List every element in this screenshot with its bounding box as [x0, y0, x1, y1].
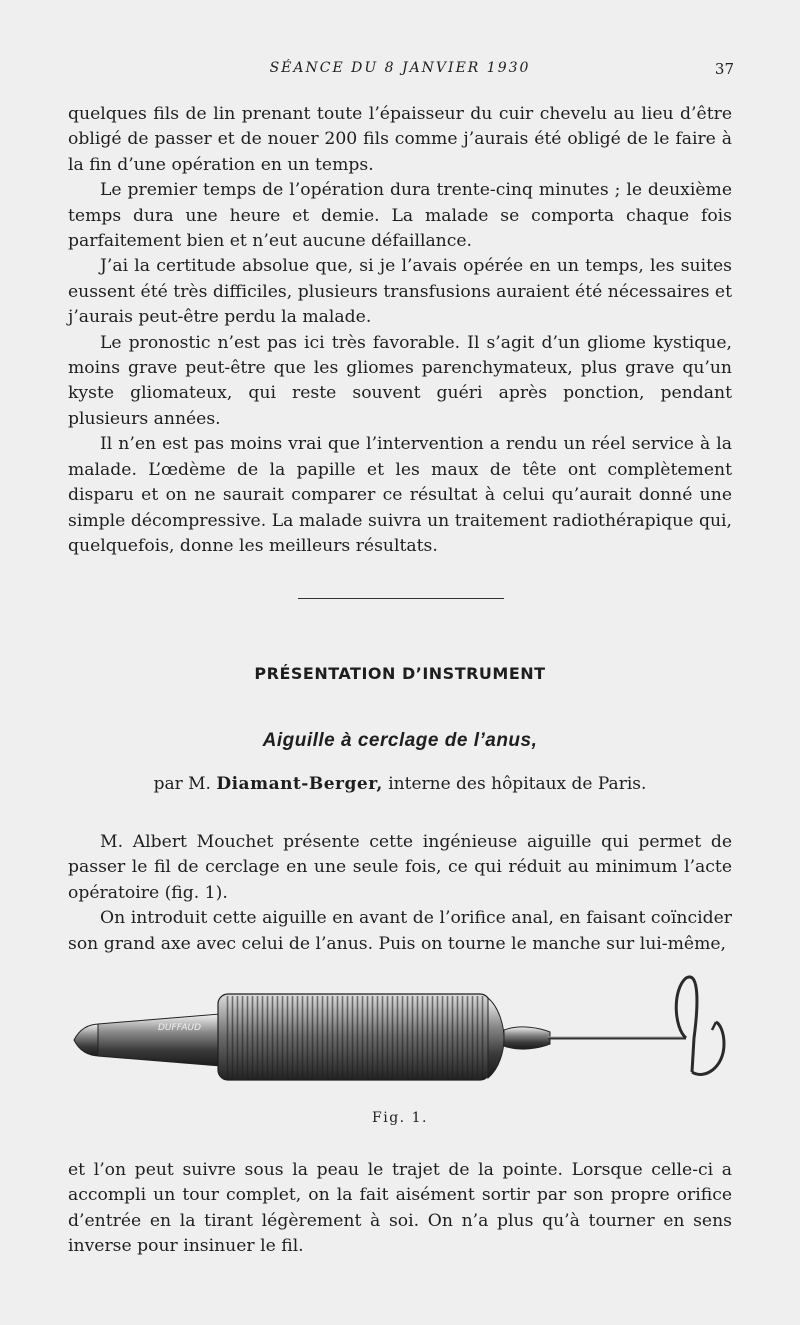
text-block-top: [68, 102, 732, 559]
byline-author: Diamant-Berger,: [216, 774, 383, 794]
paragraph: On introduit cette aiguille en avant de l’orifice anal, en faisant coïncider son grand axe avec celui de l’anus. Puis on tourne le manche sur lui-même,: [68, 908, 732, 954]
paragraph: et l’on peut suivre sous la peau le trajet de la pointe. Lorsque celle-ci a accompli un tour complet, on la fait aisément sortir par son propre orifice d’entrée en la tirant légèrement à soi. On n’a plus qu’à tourner en sens inverse pour insinuer le fil.: [68, 1160, 732, 1257]
paragraph: quelques fils de lin prenant toute l’épaisseur du cuir chevelu au lieu d’être obligé de passer et de nouer 200 fils comme j’aurais été obligé de le faire à la fin d’une opération en un temps.: [68, 104, 732, 175]
paragraph: M. Albert Mouchet présente cette ingénieuse aiguille qui permet de passer le fil de cerclage en une seule fois, ce qui réduit au minimum l’acte opératoire (fig. 1).: [68, 832, 732, 903]
running-head: [0, 60, 800, 82]
text-block-bottom: [68, 1158, 732, 1260]
paragraph: Il n’en est pas moins vrai que l’intervention a rendu un réel service à la malade. L’œdème de la papille et les maux de tête ont complètement disparu et on ne saurait comparer ce résultat à celui qu’aurait donné une simple décompressive. La malade suivra un traitement radiothérapique qui, quelquefois, donne les meilleurs résultats.: [68, 434, 732, 556]
paragraph: Le pronostic n’est pas ici très favorable. Il s’agit d’un gliome kystique, moins grave peut-être que les gliomes parenchymateux, plus grave qu’un kyste gliomateux, qui reste souvent guéri après ponction, pendant plusieurs années.: [68, 332, 732, 429]
byline: [0, 774, 800, 794]
figure-needle: [60, 968, 740, 1114]
needle-illustration: [60, 968, 740, 1114]
text-block-middle: [68, 830, 732, 957]
section-divider: [298, 598, 504, 599]
paragraph: J’ai la certitude absolue que, si je l’avais opérée en un temps, les suites eussent été très difficiles, plusieurs transfusions auraient été nécessaires et j’aurais peut-être perdu la malade.: [68, 256, 732, 328]
paragraph: Le premier temps de l’opération dura trente-cinq minutes ; le deuxième temps dura une heure et demie. La malade se comporta chaque fois parfaitement bien et n’eut aucune défaillance.: [68, 180, 732, 252]
engraving-text: DUFFAUD: [158, 1023, 202, 1033]
article-title: Aiguille à cerclage de l’anus,: [262, 730, 538, 751]
byline-prefix: par M.: [153, 774, 211, 794]
running-head-title: SÉANCE DU 8 JANVIER 1930: [269, 60, 531, 76]
figure-caption: Fig. 1.: [372, 1110, 428, 1126]
section-heading: PRÉSENTATION D’INSTRUMENT: [254, 664, 546, 683]
byline-affiliation: interne des hôpitaux de Paris.: [388, 774, 647, 794]
page-number: 37: [714, 60, 734, 78]
